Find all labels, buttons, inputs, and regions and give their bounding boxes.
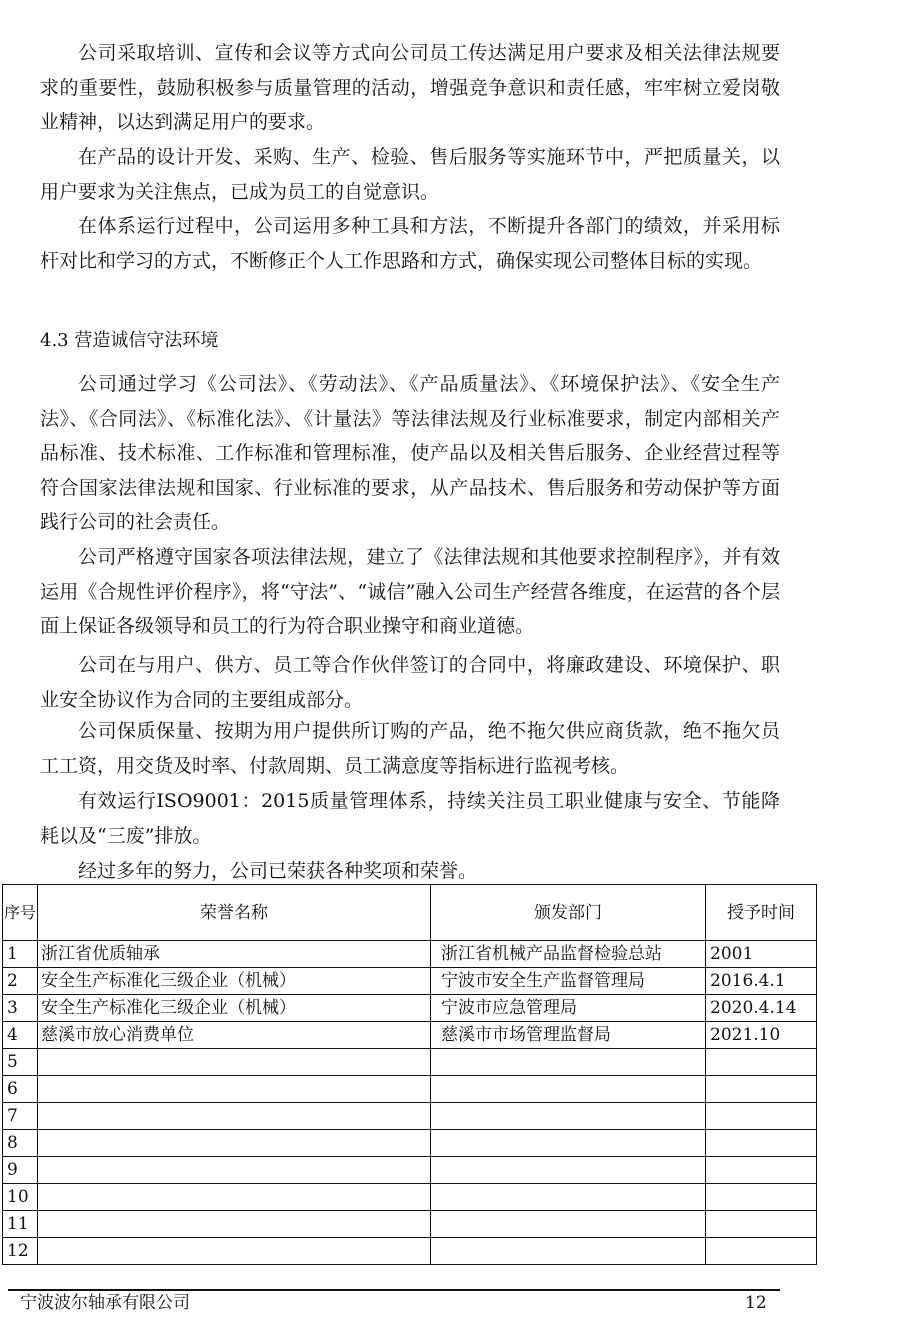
cell-issuer: [431, 1103, 706, 1130]
cell-index: 1: [3, 941, 38, 968]
table-row: [3, 1022, 817, 1049]
paragraph-legal-study: 公司通过学习《公司法》、《劳动法》、《产品质量法》、《环境保护法》、《安全生产法》、《合同法》、《标准化法》、《计量法》等法律法规及行业标准要求，制定内部相关产品标准、技术标准、工作标准和管理标准，使产品以及相关售后服务、企业经营过程等符合国家法律法规和国家、行业标准的要求，从产品技术、售后服务和劳动保护等方面践行公司的社会责任。: [40, 373, 780, 533]
cell-date: 2001: [706, 941, 817, 968]
header-index: 序号: [3, 885, 38, 941]
cell-honor-name: [38, 1184, 431, 1211]
cell-issuer: 浙江省机械产品监督检验总站: [431, 941, 706, 968]
footer-company: 宁波波尔轴承有限公司: [20, 1293, 190, 1313]
table-row: [3, 941, 817, 968]
cell-index: 2: [3, 968, 38, 995]
table-header-row: [3, 885, 817, 941]
table-row: [3, 1211, 817, 1238]
table-row: [3, 1076, 817, 1103]
cell-issuer: 慈溪市市场管理监督局: [431, 1022, 706, 1049]
cell-index: 9: [3, 1157, 38, 1184]
cell-index: 11: [3, 1211, 38, 1238]
cell-honor-name: 慈溪市放心消费单位: [38, 1022, 431, 1049]
paragraph-performance: 在体系运行过程中，公司运用多种工具和方法，不断提升各部门的绩效，并采用标杆对比和学习的方式，不断修正个人工作思路和方式，确保实现公司整体目标的实现。: [40, 215, 780, 272]
cell-honor-name: 浙江省优质轴承: [38, 941, 431, 968]
cell-index: 6: [3, 1076, 38, 1103]
cell-honor-name: 安全生产标准化三级企业（机械）: [38, 968, 431, 995]
cell-date: 2021.10: [706, 1022, 817, 1049]
cell-issuer: 宁波市应急管理局: [431, 995, 706, 1022]
cell-honor-name: [38, 1211, 431, 1238]
cell-date: [706, 1130, 817, 1157]
paragraph-quality-control: 在产品的设计开发、采购、生产、检验、售后服务等实施环节中，严把质量关，以用户要求为关注焦点，已成为员工的自觉意识。: [40, 146, 780, 203]
honors-table: [2, 884, 817, 1265]
cell-index: 8: [3, 1130, 38, 1157]
cell-issuer: [431, 1157, 706, 1184]
table-row: [3, 995, 817, 1022]
cell-date: [706, 1184, 817, 1211]
cell-honor-name: 安全生产标准化三级企业（机械）: [38, 995, 431, 1022]
cell-issuer: [431, 1184, 706, 1211]
cell-honor-name: [38, 1049, 431, 1076]
paragraph-compliance: 公司严格遵守国家各项法律法规，建立了《法律法规和其他要求控制程序》，并有效运用《合规性评价程序》，将“守法”、“诚信”融入公司生产经营各维度，在运营的各个层面上保证各级领导和员工的行为符合职业操守和商业道德。: [40, 546, 780, 637]
paragraph-contracts: 公司在与用户、供方、员工等合作伙伴签订的合同中，将廉政建设、环境保护、职业安全协议作为合同的主要组成部分。: [40, 654, 780, 711]
section-heading: 4.3 营造诚信守法环境: [40, 330, 219, 351]
table-row: [3, 968, 817, 995]
table-row: [3, 1157, 817, 1184]
cell-date: [706, 1103, 817, 1130]
cell-date: 2016.4.1: [706, 968, 817, 995]
cell-index: 12: [3, 1238, 38, 1265]
cell-issuer: [431, 1049, 706, 1076]
cell-honor-name: [38, 1157, 431, 1184]
cell-index: 7: [3, 1103, 38, 1130]
cell-index: 10: [3, 1184, 38, 1211]
header-issuer: 颁发部门: [431, 885, 706, 941]
table-row: [3, 1049, 817, 1076]
paragraph-iso: 有效运行ISO9001：2015质量管理体系，持续关注员工职业健康与安全、节能降耗以及“三废”排放。: [40, 790, 780, 847]
cell-index: 3: [3, 995, 38, 1022]
table-row: [3, 1238, 817, 1265]
cell-issuer: 宁波市安全生产监督管理局: [431, 968, 706, 995]
cell-index: 4: [3, 1022, 38, 1049]
cell-issuer: [431, 1211, 706, 1238]
cell-date: [706, 1238, 817, 1265]
cell-date: [706, 1076, 817, 1103]
paragraph-quality-awareness: 公司采取培训、宣传和会议等方式向公司员工传达满足用户要求及相关法律法规要求的重要性，鼓励积极参与质量管理的活动，增强竞争意识和责任感，牢牢树立爱岗敬业精神，以达到满足用户的要求。: [40, 42, 780, 133]
cell-honor-name: [38, 1103, 431, 1130]
header-date: 授予时间: [706, 885, 817, 941]
cell-index: 5: [3, 1049, 38, 1076]
cell-date: [706, 1211, 817, 1238]
paragraph-payments: 公司保质保量、按期为用户提供所订购的产品，绝不拖欠供应商货款，绝不拖欠员工工资，用交货及时率、付款周期、员工满意度等指标进行监视考核。: [40, 720, 780, 777]
cell-date: [706, 1049, 817, 1076]
cell-date: 2020.4.14: [706, 995, 817, 1022]
paragraph-honors-intro: 经过多年的努力，公司已荣获各种奖项和荣誉。: [78, 860, 478, 882]
page-number: 12: [745, 1293, 767, 1313]
cell-issuer: [431, 1076, 706, 1103]
cell-issuer: [431, 1238, 706, 1265]
table-row: [3, 1103, 817, 1130]
table-row: [3, 1130, 817, 1157]
table-row: [3, 1184, 817, 1211]
cell-date: [706, 1157, 817, 1184]
cell-issuer: [431, 1130, 706, 1157]
cell-honor-name: [38, 1076, 431, 1103]
cell-honor-name: [38, 1130, 431, 1157]
header-honor-name: 荣誉名称: [38, 885, 431, 941]
cell-honor-name: [38, 1238, 431, 1265]
